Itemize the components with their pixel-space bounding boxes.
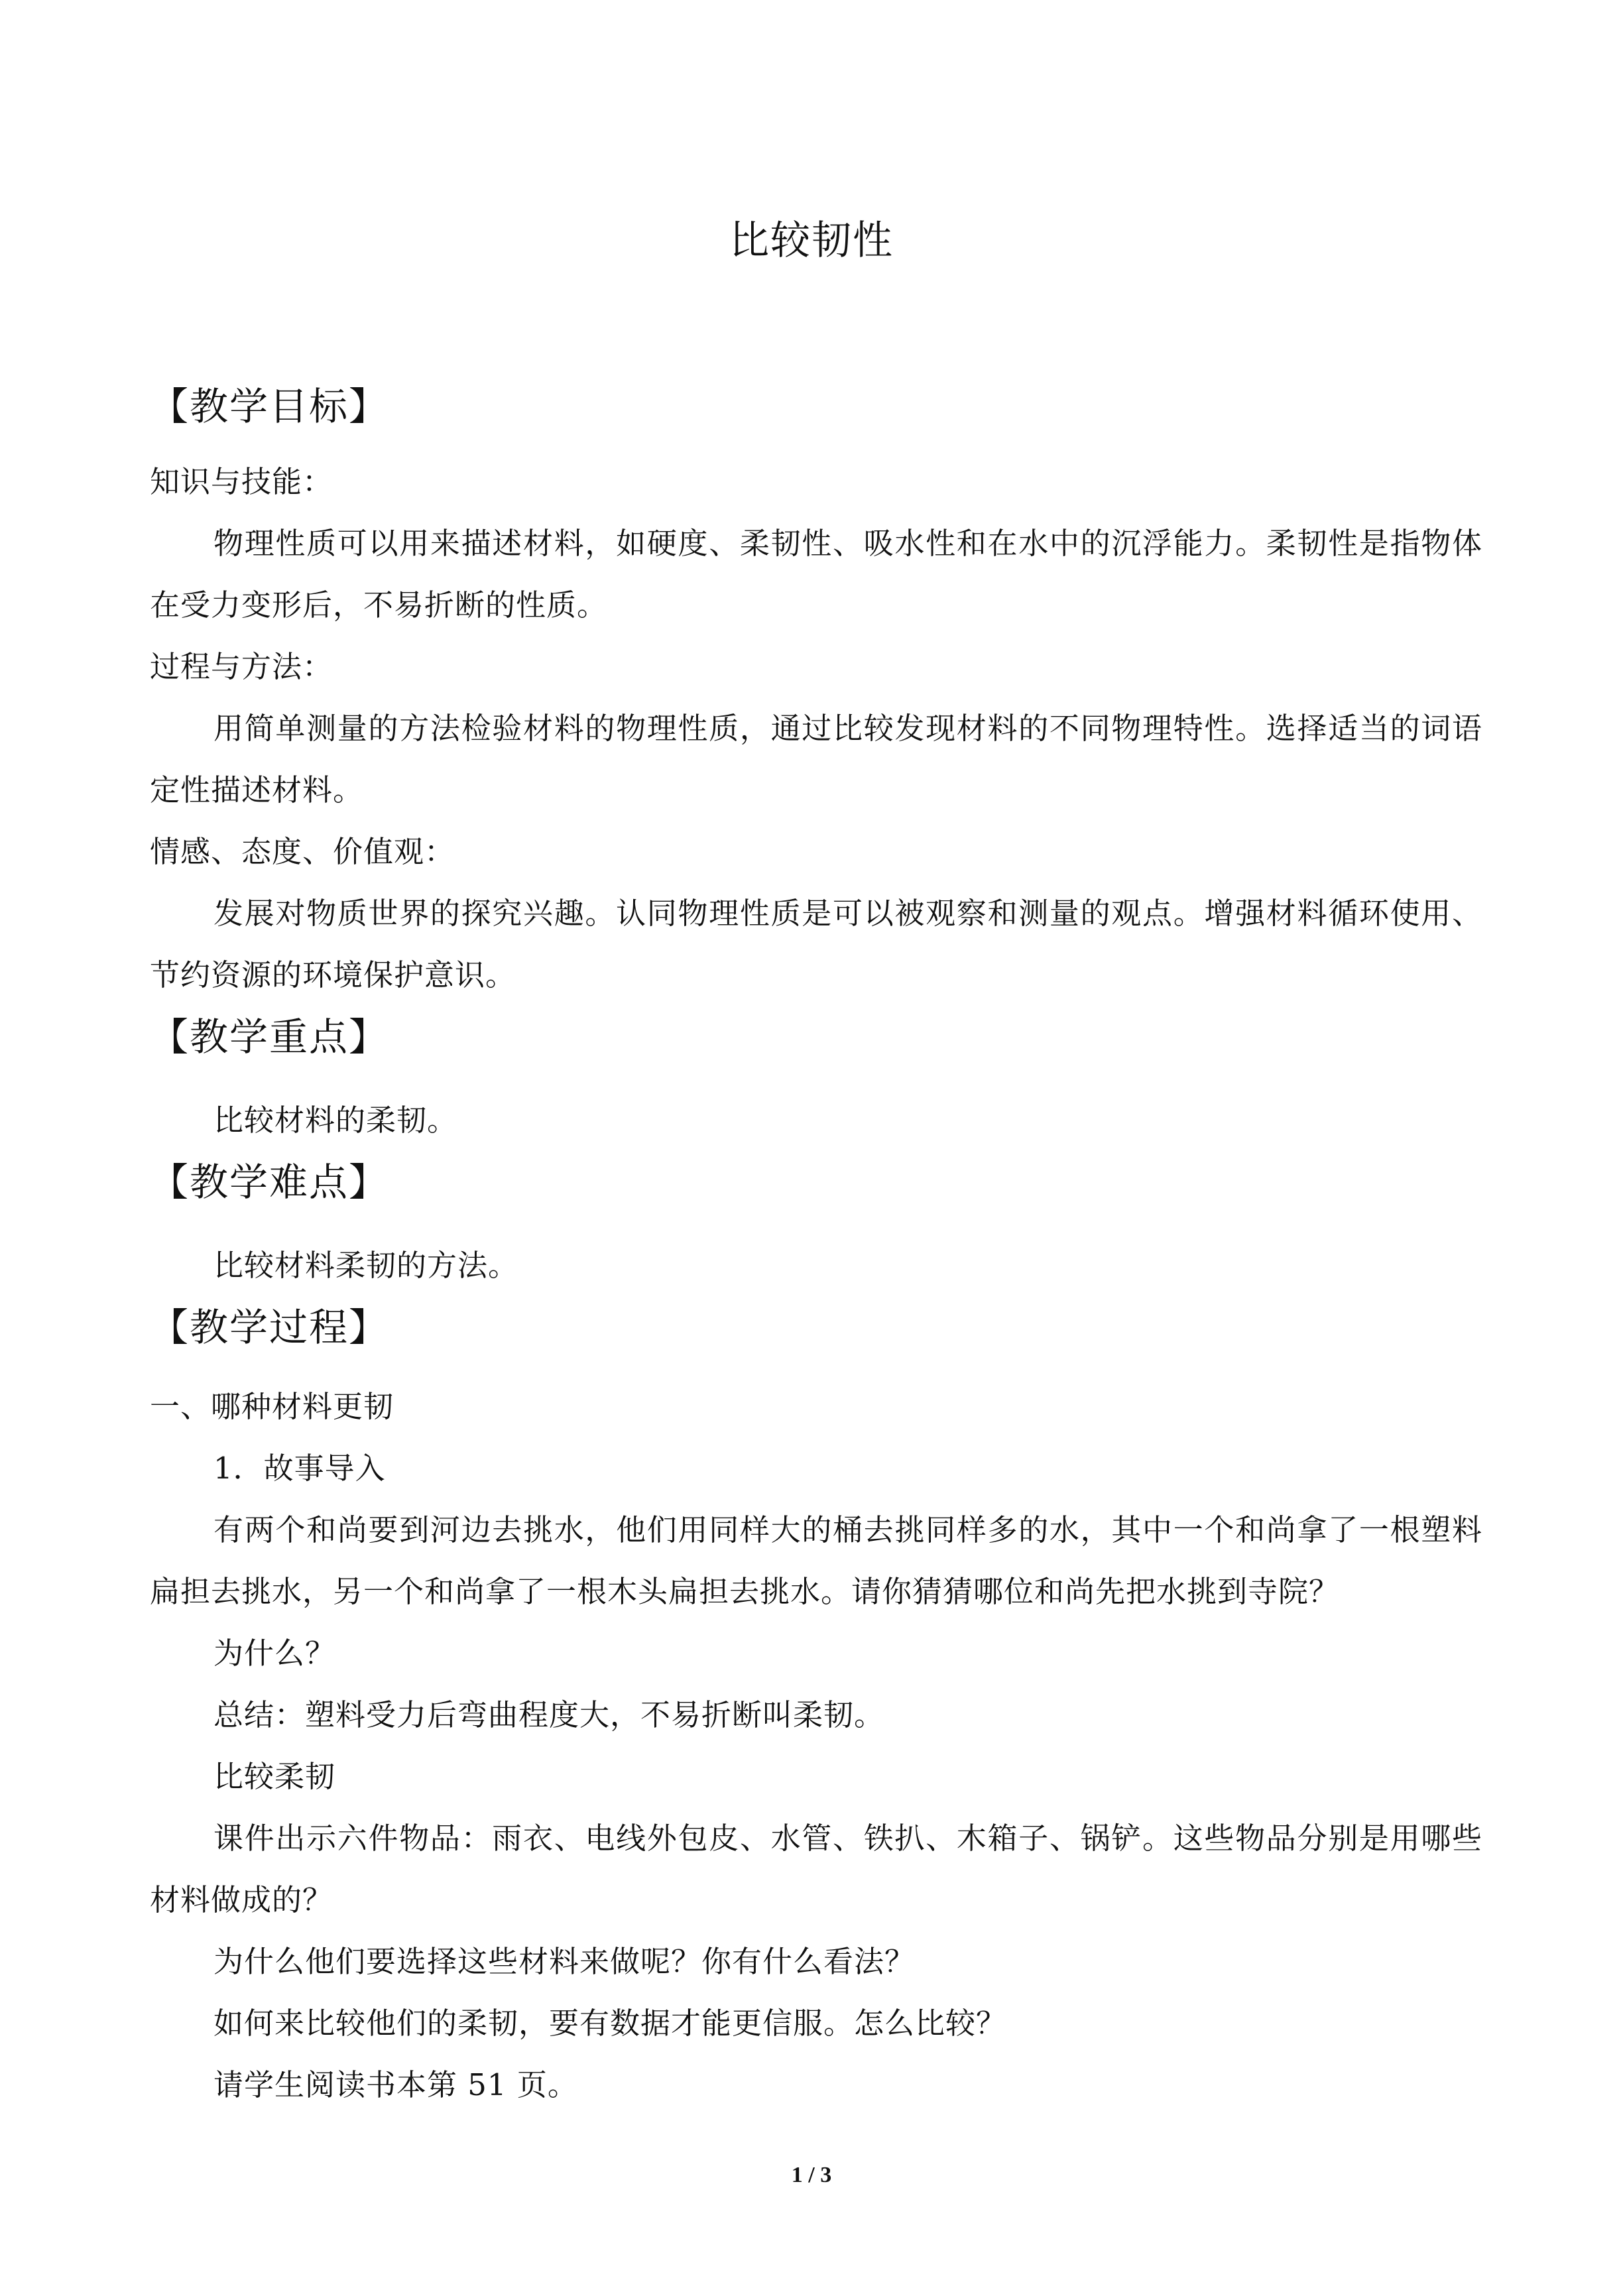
why-question: 为什么？ (213, 1636, 336, 1671)
difficulty-heading: 【教学难点】 (150, 1160, 389, 1205)
key-point-heading: 【教学重点】 (150, 1014, 389, 1059)
how-question: 如何来比较他们的柔韧，要有数据才能更信服。怎么比较？ (213, 2006, 1007, 2041)
document-body (150, 378, 1482, 2116)
objectives-heading: 【教学目标】 (150, 384, 389, 429)
document-title: 比较韧性 (729, 217, 894, 264)
read-instruction: 请学生阅读书本第 51 页。 (213, 2067, 578, 2102)
attitude-text: 发展对物质世界的探究兴趣。认同物理性质是可以被观察和测量的观点。增强材料循环使用、节约资源的环境保护意识。 (150, 896, 1482, 993)
key-point-text: 比较材料的柔韧。 (213, 1103, 458, 1138)
step1-title: 1．故事导入 (213, 1451, 386, 1486)
knowledge-text: 物理性质可以用来描述材料，如硬度、柔韧性、吸水性和在水中的沉浮能力。柔韧性是指物体在受力变形后，不易折断的性质。 (150, 526, 1482, 623)
summary-text: 总结：塑料受力后弯曲程度大，不易折断叫柔韧。 (213, 1697, 885, 1732)
process-method-text: 用简单测量的方法检验材料的物理性质，通过比较发现材料的不同物理特性。选择适当的词语定性描述材料。 (150, 711, 1482, 808)
story-text: 有两个和尚要到河边去挑水，他们用同样大的桶去挑同样多的水，其中一个和尚拿了一根塑料扁担去挑水，另一个和尚拿了一根木头扁担去挑水。请你猜猜哪位和尚先把水挑到寺院？ (150, 1512, 1482, 1609)
choose-question: 为什么他们要选择这些材料来做呢？你有什么看法？ (213, 1944, 916, 1979)
page-number: 1 / 3 (791, 2163, 832, 2187)
process-method-label: 过程与方法： (150, 649, 333, 684)
compare-title: 比较柔韧 (213, 1759, 336, 1794)
knowledge-label: 知识与技能： (150, 464, 333, 499)
process-heading: 【教学过程】 (150, 1305, 389, 1350)
difficulty-text: 比较材料柔韧的方法。 (213, 1248, 519, 1283)
part1-title: 一、哪种材料更韧 (150, 1389, 394, 1424)
items-text: 课件出示六件物品：雨衣、电线外包皮、水管、铁扒、木箱子、锅铲。这些物品分别是用哪些材料做成的？ (150, 1821, 1482, 1917)
attitude-label: 情感、态度、价值观： (150, 834, 455, 869)
